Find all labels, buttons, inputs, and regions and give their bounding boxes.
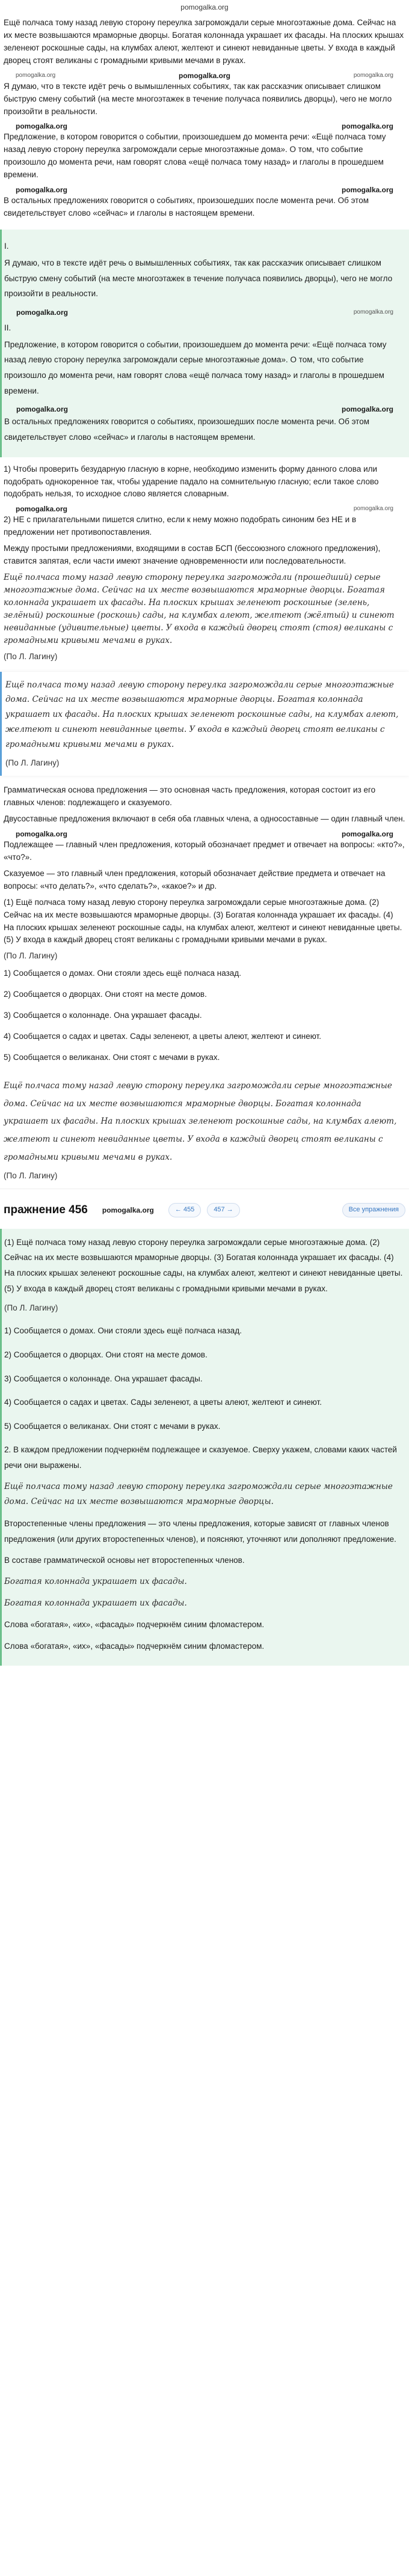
watermark: pomogalka.org	[16, 308, 69, 317]
grammar-paragraph-3: Подлежащее — главный член предложения, который обозначает предмет и отвечает на вопросы: «кто?», «что?».	[4, 840, 405, 862]
watermark: pomogalka.org	[353, 308, 393, 315]
handwritten-author: (По Л. Лагину)	[4, 1171, 58, 1181]
answer-paragraph-1: Я думаю, что в тексте идёт речь о вымышленных событиях, так как рассказчик описывает слишком быструю смену событий (на месте многоэтажек в течение получаса появились дворцы), чего не могло произойти в реальности.	[4, 258, 393, 299]
list-item: 1) Сообщается о домах. Они стояли здесь ещё полчаса назад.	[4, 1326, 242, 1336]
task-2-note: В составе грамматической основы нет второстепенных членов.	[4, 1556, 245, 1565]
watermark: pomogalka.org	[16, 186, 68, 195]
site-header[interactable]	[0, 0, 409, 14]
sentence-list-1	[0, 965, 409, 1075]
list-item: 3) Сообщается о колоннаде. Она украшает фасады.	[4, 1011, 202, 1020]
grammar-section	[0, 782, 409, 965]
grammar-paragraph-4: Сказуемое — это главный член предложения, который обозначает действие предмета и отвечает на вопросы: «что делать?», «что сделать?», «какое?» и др.	[4, 868, 386, 891]
list-item: 3) Сообщается о колоннаде. Она украшает фасады.	[4, 1374, 203, 1383]
spacer	[4, 1315, 405, 1323]
task-2-marker-note-2: Слова «богатая», «их», «фасады» подчеркнём синим фломастером.	[4, 1641, 265, 1651]
answer-card-1	[0, 672, 409, 776]
marked-author: (По Л. Лагину)	[4, 651, 58, 661]
watermark-row	[4, 121, 405, 131]
task-2-marker-note: Слова «богатая», «их», «фасады» подчеркнём синим фломастером.	[4, 1620, 265, 1630]
watermark: pomogalka.org	[16, 405, 69, 414]
grammar-sentences: (1) Ещё полчаса тому назад левую сторону переулка загромождали серые многоэтажные дома. (2) Сейчас на их месте возвышаются мраморные дворцы. (3) Богатая колоннада украшает их фасады. (4) На плоских крышах зеленеют роскошные сады, на клумбах алеют, желтеют и синеют невиданные цветы. (5) У входа в каждый дворец стоят великаны с громадными кривыми мечами в руках.	[4, 897, 402, 945]
list-item: 1) Сообщается о домах. Они стояли здесь ещё полчаса назад.	[4, 969, 241, 978]
list-item: 5) Сообщается о великанах. Они стоят с мечами в руках.	[4, 1053, 220, 1062]
watermark: pomogalka.org	[16, 505, 68, 514]
grammar-author: (По Л. Лагину)	[4, 951, 58, 961]
task-2-definition: Второстепенные члены предложения — это члены предложения, которые зависят от главных членов предложения (или других второстепенных членов), и поясняют, уточняют или дополняют предложение.	[4, 1518, 396, 1544]
watermark-row	[4, 185, 405, 195]
watermark: pomogalka.org	[353, 505, 393, 513]
roman-heading-2: II.	[4, 323, 11, 332]
prev-exercise-button[interactable]: ← 455	[168, 1203, 201, 1217]
rules-section	[0, 461, 409, 666]
watermark: pomogalka.org	[16, 72, 56, 79]
rule-3: Между простыми предложениями, входящими в состав БСП (бессоюзного сложного предложения), ставится запятая, если части имеют значение одновременности или последовательности.	[4, 544, 381, 566]
watermark: pomogalka.org	[341, 186, 393, 195]
intro-paragraph-3: Предложение, в котором говорится о событии, произошедшем до момента речи: «Ещё полчаса тому назад левую сторону переулка загромождали серые многоэтажные дома». О том, что событие произошло до момента речи, нам говорят слова «ещё полчаса тому назад» и глаголы в прошедшем времени.	[4, 132, 386, 180]
intro-paragraph-2: Я думаю, что в тексте идёт речь о вымышленных событиях, так как рассказчик описывает слишком быструю смену событий (на месте многоэтажек в течение получаса появились дворцы), чего не могло произойти в реальности.	[4, 81, 392, 116]
watermark: pomogalka.org	[102, 1205, 154, 1214]
intro-paragraph-4: В остальных предложениях говорится о событиях, произошедших после момента речи. Об этом свидетельствует слово «сейчас» и глаголы в настоящем времени.	[4, 196, 369, 218]
task-2-handwritten-3: Богатая колоннада украшает их фасады.	[4, 1598, 187, 1608]
answer-paragraph-2: Предложение, в котором говорится о событии, произошедшем до момента речи: «Ещё полчаса тому назад левую сторону переулка загромождали серые многоэтажные дома». О том, что событие произошло до момента речи, нам говорят слова «ещё полчаса тому назад» и глаголы в прошедшем времени.	[4, 340, 387, 395]
card-author: (По Л. Лагину)	[5, 758, 60, 768]
watermark-row	[4, 308, 405, 317]
intro-section	[0, 14, 409, 226]
watermark: pomogalka.org	[16, 122, 68, 131]
list-item: 4) Сообщается о садах и цветах. Сады зеленеют, а цветы алеют, желтеют и синеют.	[4, 1032, 321, 1041]
task-2-handwritten: Ещё полчаса тому назад левую сторону переулка загромождали серые многоэтажные дома. Сейчас на их месте возвышаются мраморные дворцы.	[4, 1481, 393, 1507]
watermark-row	[4, 829, 405, 839]
watermark: pomogalka.org	[341, 405, 393, 414]
list-item: 5) Сообщается о великанах. Они стоят с мечами в руках.	[4, 1421, 221, 1431]
site-header-link[interactable]: pomogalka.org	[180, 3, 229, 11]
watermark: pomogalka.org	[16, 830, 68, 839]
exercise-456-author: (По Л. Лагину)	[4, 1303, 58, 1313]
roman-heading-1: I.	[4, 241, 9, 251]
rule-1: 1) Чтобы проверить безударную гласную в корне, необходимо изменить форму данного слова или подобрать однокоренное так, чтобы ударение падало на сомнительную гласную; если такое слово подобрать нельзя, то исходное слово является словарным.	[4, 464, 379, 499]
watermark-row	[4, 71, 405, 81]
list-item: 2) Сообщается о дворцах. Они стоят на месте домов.	[4, 990, 207, 999]
answer-block	[0, 230, 409, 457]
intro-paragraph-1: Ещё полчаса тому назад левую сторону переулка загромождали серые многоэтажные дома. Сейчас на их месте возвышаются мраморные дворцы. Богатая колоннада украшает их фасады. На плоских крышах зеленеют роскошные сады, на клумбах алеют, желтеют и синеют невиданные цветы. У входа в каждый дворец стоят великаны с громадными кривыми мечами в руках.	[4, 18, 404, 65]
exercise-nav	[0, 1193, 409, 1225]
sentence-list-2	[4, 1323, 405, 1434]
exercise-456-block	[0, 1229, 409, 1666]
answer-paragraph-3: В остальных предложениях говорится о событиях, произошедших после момента речи. Об этом свидетельствует слово «сейчас» и глаголы в настоящем времени.	[4, 417, 369, 442]
grammar-paragraph-1: Грамматическая основа предложения — это основная часть предложения, которая состоит из его главных членов: подлежащего и сказуемого.	[4, 785, 376, 808]
handwritten-analysis: Ещё полчаса тому назад левую сторону переулка загромождали серые многоэтажные дома. Сейчас на их месте возвышаются мраморные дворцы. Богатая колоннада украшает их фасады. На плоских крышах зеленеют роскошные сады, на клумбах алеют, желтеют и синеют невиданные цветы. У входа в каждый дворец стоят великаны с громадными кривыми мечами в руках.	[4, 1080, 397, 1162]
rule-2: 2) НЕ с прилагательными пишется слитно, если к нему можно подобрать синоним без НЕ и в предложении нет противопоставления.	[4, 515, 357, 537]
watermark-row	[4, 504, 405, 514]
next-exercise-button[interactable]: 457 →	[207, 1203, 239, 1217]
task-2-handwritten-2: Богатая колоннада украшает их фасады.	[4, 1576, 187, 1586]
handwritten-section-1	[0, 1075, 409, 1185]
list-item: 2) Сообщается о дворцах. Они стоят на месте домов.	[4, 1350, 208, 1359]
watermark-row	[4, 404, 405, 414]
all-exercises-button[interactable]: Все упражнения	[342, 1203, 405, 1217]
list-item: 4) Сообщается о садах и цветах. Сады зеленеют, а цветы алеют, желтеют и синеют.	[4, 1398, 322, 1407]
exercise-title: пражнение 456	[4, 1204, 88, 1217]
task-2-instruction: 2. В каждом предложении подчеркнём подлежащее и сказуемое. Сверху укажем, словами каких частей речи они выражены.	[4, 1445, 397, 1470]
watermark: pomogalka.org	[341, 830, 393, 839]
marked-text: Ещё полчаса тому назад левую сторону переулка загромождали (прошедший) серые многоэтажные дома. Сейчас на их месте возвышаются мраморные дворцы. Богатая колоннада украшает их фасады. На плоских крышах зеленеют роскошные (зелень, зелёный) роскошные (роскошь) сады, на клумбах алеют, желтеют (жёлтый) и синеют невиданные (удивительные) цветы. У входа в каждый дворец стоят (стоя) великаны с громадными кривыми мечами в руках.	[4, 573, 395, 645]
exercise-456-sentences: (1) Ещё полчаса тому назад левую сторону переулка загромождали серые многоэтажные дома. (2) Сейчас на их месте возвышаются мраморные дворцы. (3) Богатая колоннада украшает их фасады. (4) На плоских крышах зеленеют роскошные сады, на клумбах алеют, желтеют и синеют невиданные цветы. (5) У входа в каждый дворец стоят великаны с громадными кривыми мечами в руках.	[4, 1237, 403, 1293]
grammar-paragraph-2: Двусоставные предложения включают в себя оба главных члена, а односоставные — один главный член.	[4, 814, 405, 824]
watermark: pomogalka.org	[341, 122, 393, 131]
watermark: pomogalka.org	[178, 71, 230, 80]
card-text: Ещё полчаса тому назад левую сторону переулка загромождали серые многоэтажные дома. Сейчас на их месте возвышаются мраморные дворцы. Богатая колоннада украшает их фасады. На плоских крышах зеленеют роскошные сады, на клумбах алеют, желтеют и синеют невиданные цветы. У входа в каждый дворец стоят великаны с громадными кривыми мечами в руках.	[5, 680, 399, 750]
watermark: pomogalka.org	[353, 72, 393, 79]
